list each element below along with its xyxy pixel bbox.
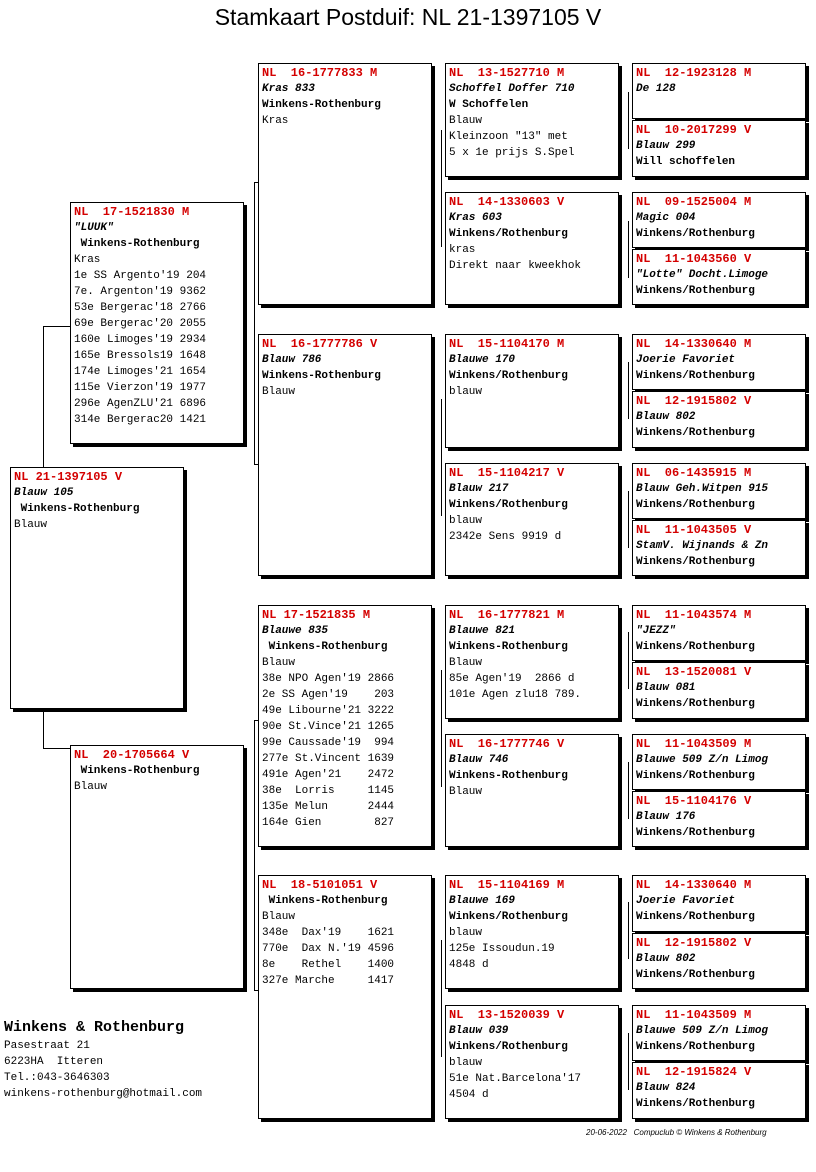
ring-number: NL 06-1435915 M xyxy=(636,466,752,480)
bird-owner: Winkens/Rothenburg xyxy=(636,228,755,240)
bird-card-g5[interactable] xyxy=(632,334,806,390)
bird-note: Kleinzoon "13" met xyxy=(449,131,568,143)
bird-result: 8e Rethel 1400 xyxy=(262,959,395,971)
bird-name: Blauwe 170 xyxy=(449,354,516,366)
bird-note: 125e Issoudun.19 xyxy=(449,943,555,955)
breeder-city: 6223HA Itteren xyxy=(4,1056,104,1068)
bird-owner: Winkens-Rothenburg xyxy=(74,765,200,777)
bird-card-dd[interactable] xyxy=(258,875,432,1119)
bird-card-ds[interactable] xyxy=(258,605,432,847)
ring-number: NL 12-1915802 V xyxy=(636,394,752,408)
bird-name: Joerie Favoriet xyxy=(636,354,736,366)
bird-result: 491e Agen'21 2472 xyxy=(262,769,395,781)
bird-owner: Winkens/Rothenburg xyxy=(449,370,568,382)
bird-result: 164e Gien 827 xyxy=(262,817,395,829)
bird-note: Direkt naar kweekhok xyxy=(449,260,582,272)
bird-name: Blauwe 509 Z/n Limog xyxy=(636,754,769,766)
bird-owner: Winkens-Rothenburg xyxy=(262,370,381,382)
ring-number: NL 10-2017299 V xyxy=(636,123,752,137)
bird-card-ddd[interactable] xyxy=(445,1005,619,1119)
ring-number: NL 12-1915824 V xyxy=(636,1065,752,1079)
connector-line xyxy=(441,670,442,787)
breeder-name: Winkens & Rothenburg xyxy=(4,1019,185,1036)
bird-card-sd[interactable] xyxy=(258,334,432,576)
bird-owner: Winkens/Rothenburg xyxy=(636,556,755,568)
bird-owner: Winkens/Rothenburg xyxy=(636,641,755,653)
bird-name: "JEZZ" xyxy=(636,625,676,637)
bird-owner: Winkens/Rothenburg xyxy=(636,827,755,839)
ring-number: NL 18-5101051 V xyxy=(262,878,378,892)
bird-name: Blauw 105 xyxy=(14,487,74,499)
breeder-street: Pasestraat 21 xyxy=(4,1040,90,1052)
bird-color: blauw xyxy=(449,386,483,398)
ring-number: NL 11-1043560 V xyxy=(636,252,752,266)
connector-line xyxy=(628,221,629,278)
connector-line xyxy=(628,491,629,548)
bird-name: Magic 004 xyxy=(636,212,696,224)
bird-note: 85e Agen'19 2866 d xyxy=(449,673,575,685)
bird-card-g2[interactable] xyxy=(632,120,806,177)
bird-result: 277e St.Vincent 1639 xyxy=(262,753,395,765)
bird-owner: W Schoffelen xyxy=(449,99,529,111)
ring-number: NL 14-1330640 M xyxy=(636,337,752,351)
bird-result: 69e Bergerac'20 2055 xyxy=(74,318,207,330)
bird-name: Blauw 824 xyxy=(636,1082,696,1094)
bird-color: Blauw xyxy=(262,386,296,398)
bird-result: 160e Limoges'19 2934 xyxy=(74,334,207,346)
ring-number: NL 11-1043509 M xyxy=(636,1008,752,1022)
bird-card-ssd[interactable] xyxy=(445,192,619,305)
connector-line xyxy=(43,712,44,748)
bird-owner: Winkens/Rothenburg xyxy=(636,969,755,981)
connector-line xyxy=(43,748,71,749)
bird-card-dam[interactable] xyxy=(70,745,244,989)
ring-number: NL 13-1520081 V xyxy=(636,665,752,679)
bird-result: 38e Lorris 1145 xyxy=(262,785,395,797)
bird-card-g1[interactable] xyxy=(632,63,806,119)
bird-result: 90e St.Vince'21 1265 xyxy=(262,721,395,733)
bird-name: Blauw 802 xyxy=(636,953,696,965)
ring-number: NL 21-1397105 V xyxy=(14,470,123,484)
ring-number: NL 16-1777786 V xyxy=(262,337,378,351)
ring-number: NL 15-1104170 M xyxy=(449,337,565,351)
bird-owner: Winkens-Rothenburg xyxy=(262,99,381,111)
bird-color: Blauw xyxy=(449,115,483,127)
bird-result: 99e Caussade'19 994 xyxy=(262,737,395,749)
bird-result: 2e SS Agen'19 203 xyxy=(262,689,395,701)
bird-card-g4[interactable] xyxy=(632,249,806,305)
bird-note: 2342e Sens 9919 d xyxy=(449,531,562,543)
bird-result: 38e NPO Agen'19 2866 xyxy=(262,673,395,685)
bird-owner: Winkens/Rothenburg xyxy=(449,499,568,511)
connector-line xyxy=(628,362,629,419)
bird-result: 135e Melun 2444 xyxy=(262,801,395,813)
ring-number: NL 12-1915802 V xyxy=(636,936,752,950)
breeder-email[interactable]: winkens-rothenburg@hotmail.com xyxy=(4,1088,203,1100)
bird-owner: Winkens/Rothenburg xyxy=(636,285,755,297)
bird-name: Blauw 802 xyxy=(636,411,696,423)
bird-card-g14[interactable] xyxy=(632,933,806,989)
bird-name: Blauw 081 xyxy=(636,682,696,694)
bird-card-sds[interactable] xyxy=(445,334,619,448)
bird-result: 174e Limoges'21 1654 xyxy=(74,366,207,378)
bird-result: 53e Bergerac'18 2766 xyxy=(74,302,207,314)
connector-line xyxy=(254,182,255,464)
bird-card-sdd[interactable] xyxy=(445,463,619,576)
bird-name: Blauw Geh.Witpen 915 xyxy=(636,483,769,495)
connector-line xyxy=(628,632,629,689)
bird-note: 4504 d xyxy=(449,1089,489,1101)
connector-line xyxy=(628,902,629,959)
bird-note: 51e Nat.Barcelona'17 xyxy=(449,1073,582,1085)
bird-color: Kras xyxy=(262,115,289,127)
connector-line xyxy=(628,92,629,149)
bird-name: Blauw 746 xyxy=(449,754,509,766)
bird-color: Blauw xyxy=(14,519,48,531)
bird-result: 348e Dax'19 1621 xyxy=(262,927,395,939)
bird-name: Blauw 299 xyxy=(636,140,696,152)
bird-note: 5 x 1e prijs S.Spel xyxy=(449,147,575,159)
bird-name: Blauw 176 xyxy=(636,811,696,823)
bird-name: Blauwe 835 xyxy=(262,625,329,637)
bird-owner: Winkens-Rothenburg xyxy=(74,238,200,250)
bird-card-g12[interactable] xyxy=(632,791,806,847)
bird-card-g11[interactable] xyxy=(632,734,806,790)
ring-number: NL 11-1043574 M xyxy=(636,608,752,622)
ring-number: NL 20-1705664 V xyxy=(74,748,190,762)
ring-number: NL 17-1521830 M xyxy=(74,205,190,219)
bird-name: Kras 833 xyxy=(262,83,315,95)
ring-number: NL 16-1777833 M xyxy=(262,66,378,80)
bird-result: 327e Marche 1417 xyxy=(262,975,395,987)
bird-name: Blauw 786 xyxy=(262,354,322,366)
bird-owner: Will schoffelen xyxy=(636,156,736,168)
bird-card-g6[interactable] xyxy=(632,391,806,448)
ring-number: NL 15-1104176 V xyxy=(636,794,752,808)
ring-number: NL 12-1923128 M xyxy=(636,66,752,80)
bird-owner: Winkens/Rothenburg xyxy=(636,1098,755,1110)
ring-number: NL 09-1525004 M xyxy=(636,195,752,209)
connector-line xyxy=(441,940,442,1057)
print-stamp: 20-06-2022 Compuclub © Winkens & Rothenburg xyxy=(586,1128,767,1137)
bird-name: Blauwe 821 xyxy=(449,625,516,637)
ring-number: NL 15-1104217 V xyxy=(449,466,565,480)
bird-owner: Winkens/Rothenburg xyxy=(636,1041,755,1053)
bird-owner: Winkens-Rothenburg xyxy=(262,641,388,653)
bird-card-g10[interactable] xyxy=(632,662,806,719)
connector-line xyxy=(628,1033,629,1090)
bird-name: Kras 603 xyxy=(449,212,502,224)
bird-owner: Winkens/Rothenburg xyxy=(449,228,568,240)
bird-card-g7[interactable] xyxy=(632,463,806,519)
connector-line xyxy=(441,399,442,516)
ring-number: NL 16-1777821 M xyxy=(449,608,565,622)
bird-color: Blauw xyxy=(449,786,483,798)
bird-card-sss[interactable] xyxy=(445,63,619,177)
ring-number: NL 16-1777746 V xyxy=(449,737,565,751)
bird-color: blauw xyxy=(449,515,483,527)
bird-result: 115e Vierzon'19 1977 xyxy=(74,382,207,394)
bird-name: De 128 xyxy=(636,83,676,95)
bird-owner: Winkens/Rothenburg xyxy=(636,427,755,439)
connector-line xyxy=(43,326,71,327)
bird-result: 1e SS Argento'19 204 xyxy=(74,270,207,282)
bird-result: 7e. Argenton'19 9362 xyxy=(74,286,207,298)
bird-card-dss[interactable] xyxy=(445,605,619,719)
ring-number: NL 14-1330640 M xyxy=(636,878,752,892)
bird-owner: Winkens/Rothenburg xyxy=(636,499,755,511)
breeder-info xyxy=(4,1018,202,1102)
bird-color: Blauw xyxy=(449,657,483,669)
ring-number: NL 17-1521835 M xyxy=(262,608,371,622)
ring-number: NL 11-1043509 M xyxy=(636,737,752,751)
bird-result: 49e Libourne'21 3222 xyxy=(262,705,395,717)
bird-card-g3[interactable] xyxy=(632,192,806,248)
bird-owner: Winkens-Rothenburg xyxy=(449,641,568,653)
bird-name: "LUUK" xyxy=(74,222,114,234)
ring-number: NL 13-1527710 M xyxy=(449,66,565,80)
bird-color: blauw xyxy=(449,927,483,939)
bird-name: Blauw 217 xyxy=(449,483,509,495)
breeder-phone: Tel.:043-3646303 xyxy=(4,1072,110,1084)
page-title: Stamkaart Postduif: NL 21-1397105 V xyxy=(214,4,602,30)
bird-name: "Lotte" Docht.Limoge xyxy=(636,269,769,281)
bird-owner: Winkens/Rothenburg xyxy=(636,770,755,782)
bird-card-sire[interactable] xyxy=(70,202,244,444)
bird-color: Blauw xyxy=(262,657,296,669)
bird-card-g15[interactable] xyxy=(632,1005,806,1061)
bird-color: Blauw xyxy=(262,911,296,923)
bird-owner: Winkens/Rothenburg xyxy=(636,911,755,923)
bird-owner: Winkens-Rothenburg xyxy=(449,770,568,782)
bird-card-g13[interactable] xyxy=(632,875,806,932)
bird-name: Blauwe 169 xyxy=(449,895,516,907)
bird-color: Kras xyxy=(74,254,101,266)
bird-owner: Winkens-Rothenburg xyxy=(262,895,388,907)
bird-color: kras xyxy=(449,244,476,256)
connector-line xyxy=(43,326,44,470)
bird-result: 314e Bergerac20 1421 xyxy=(74,414,207,426)
bird-card-dsd[interactable] xyxy=(445,734,619,847)
bird-result: 296e AgenZLU'21 6896 xyxy=(74,398,207,410)
bird-name: Blauw 039 xyxy=(449,1025,509,1037)
bird-result: 165e Bressols19 1648 xyxy=(74,350,207,362)
bird-owner: Winkens/Rothenburg xyxy=(636,370,755,382)
bird-card-ss[interactable] xyxy=(258,63,432,305)
bird-name: Joerie Favoriet xyxy=(636,895,736,907)
bird-name: Blauwe 509 Z/n Limog xyxy=(636,1025,769,1037)
bird-owner: Winkens/Rothenburg xyxy=(636,698,755,710)
bird-card-g8[interactable] xyxy=(632,520,806,576)
ring-number: NL 15-1104169 M xyxy=(449,878,565,892)
connector-line xyxy=(441,130,442,247)
bird-card-subject[interactable] xyxy=(10,467,184,709)
bird-card-g9[interactable] xyxy=(632,605,806,661)
bird-name: Schoffel Doffer 710 xyxy=(449,83,575,95)
bird-note: 101e Agen zlu18 789. xyxy=(449,689,582,701)
bird-note: 4848 d xyxy=(449,959,489,971)
ring-number: NL 14-1330603 V xyxy=(449,195,565,209)
bird-color: Blauw xyxy=(74,781,108,793)
bird-owner: Winkens/Rothenburg xyxy=(449,911,568,923)
ring-number: NL 11-1043505 V xyxy=(636,523,752,537)
bird-color: blauw xyxy=(449,1057,483,1069)
bird-name: StamV. Wijnands & Zn xyxy=(636,540,769,552)
connector-line xyxy=(628,762,629,819)
ring-number: NL 13-1520039 V xyxy=(449,1008,565,1022)
connector-line xyxy=(254,720,255,990)
bird-card-dds[interactable] xyxy=(445,875,619,989)
bird-card-g16[interactable] xyxy=(632,1062,806,1119)
bird-owner: Winkens/Rothenburg xyxy=(449,1041,568,1053)
bird-owner: Winkens-Rothenburg xyxy=(14,503,140,515)
bird-result: 770e Dax N.'19 4596 xyxy=(262,943,395,955)
